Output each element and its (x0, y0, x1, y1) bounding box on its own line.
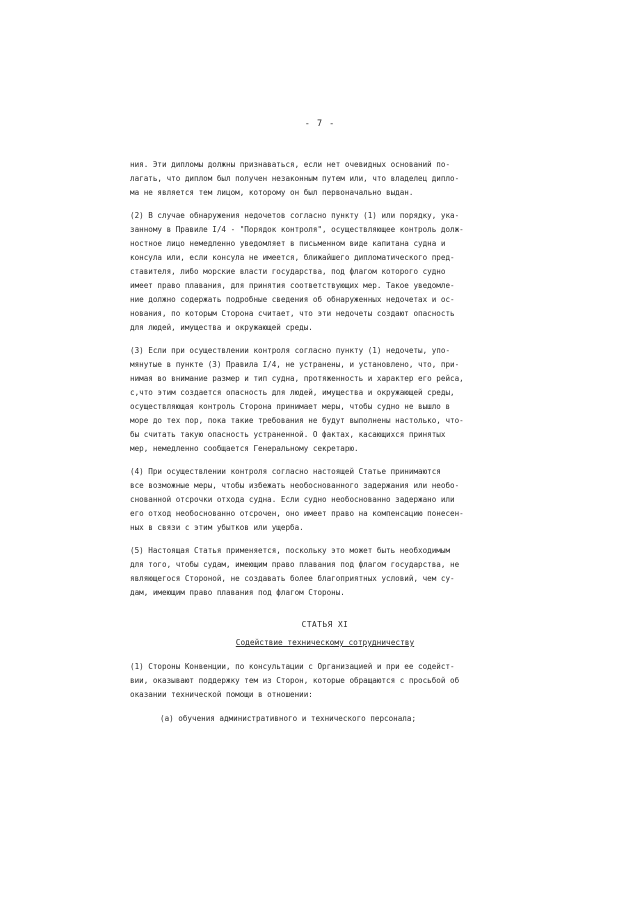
text-line: его отход необоснованно отсрочен, оно имеет право на компенсацию понесен- (130, 509, 464, 518)
article-heading: СТАТЬЯ XI (301, 620, 349, 629)
text-line: (3) Если при осуществлении контроля согласно пункту (1) недочеты, упо- (130, 346, 451, 355)
text-line: снованной отсрочки отхода судна. Если судно необоснованно задержано или (130, 495, 455, 504)
text-line: ностное лицо немедленно уведомляет в письменном виде капитана судна и (130, 239, 446, 248)
text-line: лагать, что диплом был получен незаконным путем или, что владелец дипло- (130, 174, 460, 183)
text-line: (5) Настоящая Статья применяется, поскольку это может быть необходимым (130, 546, 451, 555)
article-paragraph-1 (130, 660, 520, 702)
list-item: (а) обучения административного и технического персонала; (160, 714, 417, 723)
text-line: для людей, имущества и окружающей среды. (130, 323, 313, 332)
paragraph-continuation (130, 158, 520, 200)
text-line: ставителя, либо морские власти государства, под флагом которого судно (130, 267, 446, 276)
text-line: (2) В случае обнаружения недочетов согласно пункту (1) или порядку, ука- (130, 211, 460, 220)
paragraph-5 (130, 544, 520, 600)
text-line: вии, оказывают поддержку тем из Сторон, которые обращаются с просьбой об (130, 676, 460, 685)
text-line: для того, чтобы судам, имеющим право плавания под флагом государства, не (130, 560, 460, 569)
paragraph-3 (130, 344, 520, 456)
text-line: занному в Правиле I/4 - "Порядок контроля", осуществляющее контроль долж- (130, 225, 464, 234)
text-line: являющегося Стороной, не создавать более благоприятных условий, чем су- (130, 574, 455, 583)
text-line: имеет право плавания, для принятия соответствующих мер. Такое уведомле- (130, 281, 455, 290)
text-line: ма не является тем лицом, которому он был первоначально выдан. (130, 188, 414, 197)
text-line: мер, немедленно сообщается Генеральному секретарю. (130, 444, 359, 453)
text-line: с,что этим создается опасность для людей, имущества и окружающей среды, (130, 388, 455, 397)
text-line: мянутые в пункте (3) Правила I/4, не устранены, и установлено, что, при- (130, 360, 460, 369)
text-line: осуществляющая контроль Сторона принимает меры, чтобы судно не вышло в (130, 402, 451, 411)
text-line: ния. Эти дипломы должны признаваться, если нет очевидных оснований по- (130, 160, 451, 169)
text-line: (1) Стороны Конвенции, по консультации с Организацией и при ее содейст- (130, 662, 455, 671)
text-line: (4) При осуществлении контроля согласно настоящей Статье принимаются (130, 467, 441, 476)
text-line: дам, имеющим право плавания под флагом Стороны. (130, 588, 345, 597)
article-subheading: Содействие техническому сотрудничеству (235, 638, 415, 647)
text-line: консула или, если консула не имеется, ближайшего дипломатического пред- (130, 253, 455, 262)
text-line: море до тех пор, пока такие требования не будут выполнены настолько, что- (130, 416, 464, 425)
text-line: ние должно содержать подробные сведения об обнаруженных недочетах и ос- (130, 295, 455, 304)
text-line: ных в связи с этим убытков или ущерба. (130, 523, 304, 532)
paragraph-2 (130, 209, 520, 335)
paragraph-4 (130, 465, 520, 535)
document-body (130, 158, 520, 726)
text-line: бы считать такую опасность устраненной. О фактах, касающихся принятых (130, 430, 446, 439)
text-line: оказании технической помощи в отношении: (130, 690, 313, 699)
page-number: - 7 - (304, 119, 336, 129)
text-line: все возможные меры, чтобы избежать необоснованного задержания или необо- (130, 481, 460, 490)
text-line: нования, по которым Сторона считает, что эти недочеты создают опасность (130, 309, 455, 318)
text-line: нимая во внимание размер и тип судна, протяженность и характер его рейса, (130, 374, 464, 383)
